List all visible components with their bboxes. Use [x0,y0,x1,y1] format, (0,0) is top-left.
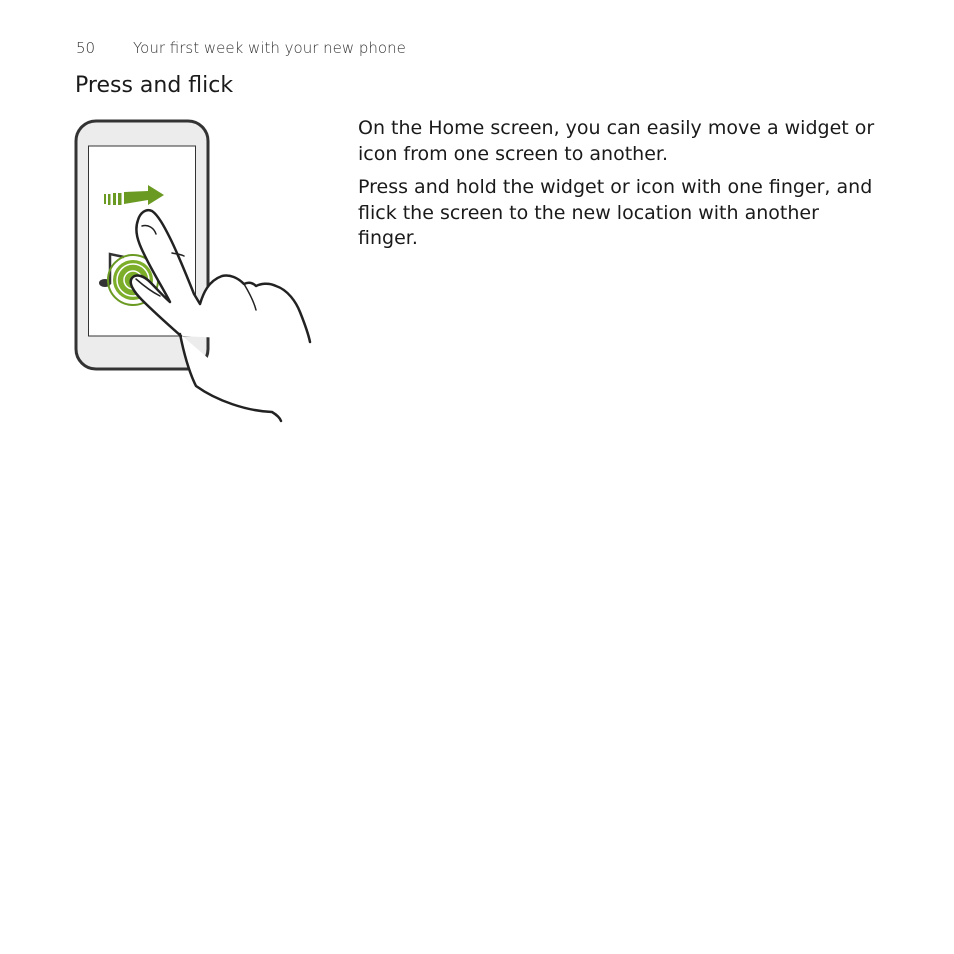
paragraph-1: On the Home screen, you can easily move a widget or icon from one screen to another. [358,117,875,165]
running-header [76,39,406,57]
paragraph-2: Press and hold the widget or icon with one finger, and flick the screen to the new location with another finger. [358,176,873,249]
page-number: 50 [76,39,96,57]
hand-icon [131,210,310,421]
chapter-title: Your first week with your new phone [133,39,406,57]
section-title: Press and flick [75,73,234,98]
body-text [358,116,878,260]
press-and-flick-illustration [72,116,316,428]
